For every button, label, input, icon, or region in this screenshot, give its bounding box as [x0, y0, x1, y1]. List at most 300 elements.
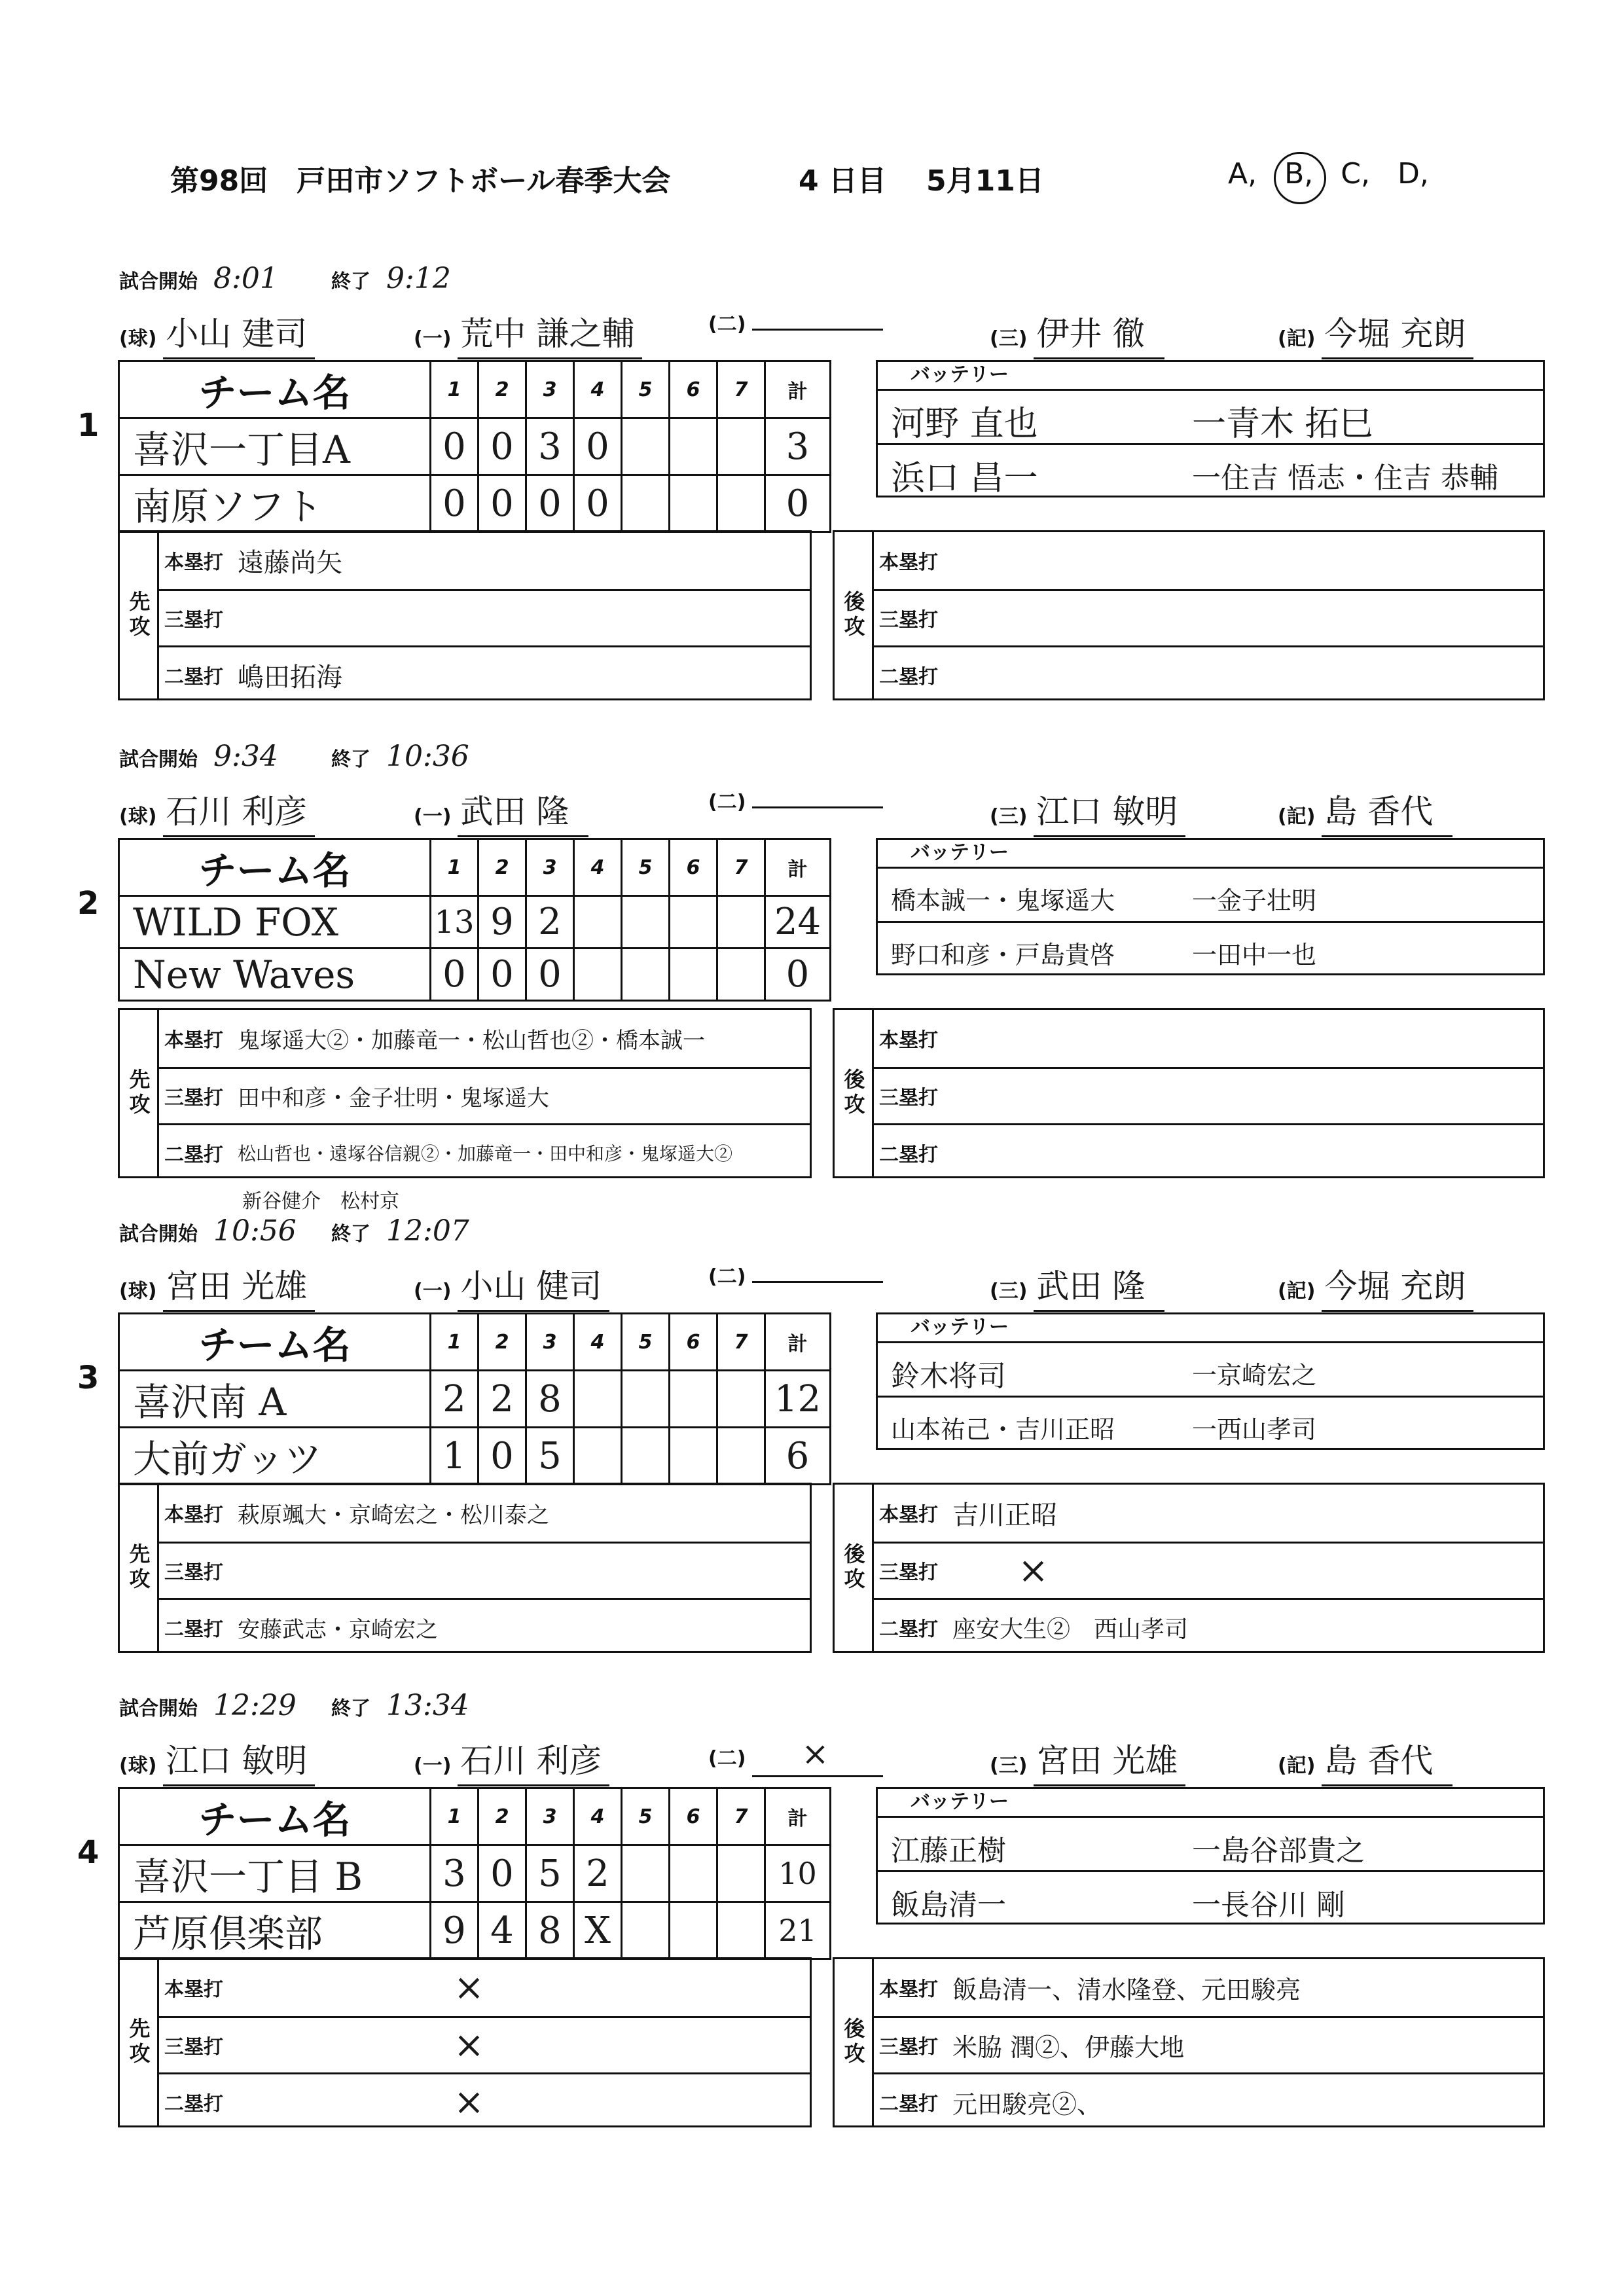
end-label: 終了	[331, 1697, 370, 1720]
plate-umpire	[119, 1260, 315, 1312]
double-cross-mark: ×	[454, 2080, 484, 2123]
plate-umpire	[119, 1735, 315, 1786]
pitcher-name: 江藤正樹	[891, 1834, 1006, 1868]
hr-value: 鬼塚遥大②・加藤竜一・松山哲也②・橋本誠一	[238, 1027, 705, 1054]
double-value: 松山哲也・遠塚谷信親②・加藤竜一・田中和彦・鬼塚遥大②	[238, 1143, 733, 1165]
triple-label: 三塁打	[164, 1087, 223, 1110]
inning-3-header: 3	[526, 361, 574, 418]
battery-row-top	[878, 869, 1543, 921]
battery-box	[876, 1787, 1545, 1925]
umpire-line	[119, 1260, 1553, 1306]
team-name: 喜沢一丁目 B	[119, 1845, 431, 1902]
hr-label: 本塁打	[164, 1029, 223, 1053]
second-umpire-name	[752, 804, 883, 808]
inning-3-header: 3	[526, 839, 574, 896]
category-c: C,	[1341, 157, 1370, 190]
inning-score: 2	[526, 896, 574, 949]
game-2	[77, 740, 1551, 1213]
inning-score: 0	[478, 475, 526, 532]
triple-label: 三塁打	[164, 2036, 223, 2059]
inning-score: 0	[431, 475, 478, 532]
end-time: 9:12	[386, 262, 451, 295]
first-umpire-name: 荒中 謙之輔	[458, 308, 642, 359]
triple-label: 三塁打	[164, 609, 223, 632]
team-name: 南原ソフト	[119, 475, 431, 532]
second-side-label: 後攻	[835, 532, 874, 698]
inning-4-header: 4	[574, 361, 622, 418]
end-label: 終了	[331, 270, 370, 293]
battery-box	[876, 360, 1545, 497]
double-label: 二塁打	[879, 666, 938, 689]
battery-row-bottom	[878, 1396, 1543, 1448]
plate-umpire-label: (球)	[119, 1280, 157, 1303]
triple-label: 三塁打	[879, 609, 938, 632]
battery-row-top	[878, 1343, 1543, 1396]
plate-umpire-name: 江口 敏明	[163, 1735, 315, 1786]
battery-row-bottom	[878, 921, 1543, 973]
inning-score: 0	[478, 1845, 526, 1902]
triple-label: 三塁打	[879, 2036, 938, 2059]
start-label: 試合開始	[119, 748, 198, 771]
first-side-label: 先攻	[120, 532, 159, 698]
battery-box	[876, 838, 1545, 975]
team-name: 喜沢一丁目A	[119, 418, 431, 475]
third-umpire-label: (三)	[990, 1754, 1028, 1777]
inning-score: 8	[526, 1371, 574, 1428]
inning-1-header: 1	[431, 361, 478, 418]
inning-score	[670, 1902, 717, 1959]
triple-cross-mark: ×	[454, 2023, 484, 2067]
first-team-hits	[118, 1008, 812, 1178]
second-side-label: 後攻	[835, 1010, 874, 1176]
team-name: 大前ガッツ	[119, 1428, 431, 1485]
umpire-line	[119, 1735, 1553, 1780]
start-time: 9:34	[213, 740, 278, 773]
second-base-umpire	[708, 1260, 883, 1289]
inning-score: 1	[431, 1428, 478, 1485]
game-number: 1	[77, 407, 99, 444]
recorder-label: (記)	[1278, 805, 1316, 828]
inning-score: 5	[526, 1428, 574, 1485]
total-score: 0	[765, 475, 831, 532]
end-label: 終了	[331, 1223, 370, 1246]
battery-row-top	[878, 391, 1543, 443]
end-time: 10:36	[386, 740, 469, 773]
hr-value: 吉川正昭	[952, 1500, 1057, 1530]
pitcher-name: 飯島清一	[891, 1888, 1006, 1922]
inning-score	[622, 1428, 670, 1485]
first-umpire-label: (一)	[414, 327, 452, 350]
triple-cross-mark: ×	[1018, 1549, 1049, 1592]
catcher-name: 一京崎宏之	[1192, 1361, 1317, 1390]
umpire-line	[119, 308, 1553, 353]
hr-label: 本塁打	[879, 551, 938, 575]
plate-umpire-label: (球)	[119, 327, 157, 350]
inning-score	[717, 475, 765, 532]
catcher-name: 一青木 拓巳	[1192, 405, 1373, 444]
inning-score: X	[574, 1902, 622, 1959]
team-row-bottom	[119, 475, 831, 532]
hr-value: 遠藤尚矢	[238, 547, 342, 578]
second-side-label: 後攻	[835, 1959, 874, 2125]
inning-score: 0	[526, 949, 574, 1001]
hr-label: 本塁打	[164, 551, 223, 575]
second-team-hits	[833, 1483, 1545, 1653]
team-row-top	[119, 1845, 831, 1902]
recorder-name: 今堀 充朗	[1322, 1260, 1473, 1312]
battery-box	[876, 1312, 1545, 1450]
team-name-header: チーム名	[119, 361, 431, 418]
triple-label: 三塁打	[164, 1561, 223, 1585]
inning-6-header: 6	[670, 839, 717, 896]
team-row-top	[119, 896, 831, 949]
second-team-hits	[833, 1008, 1545, 1178]
third-base-umpire	[990, 1260, 1164, 1312]
first-side-label: 先攻	[120, 1010, 159, 1176]
double-label: 二塁打	[164, 2093, 223, 2116]
first-base-umpire	[414, 1260, 609, 1312]
second-base-umpire	[708, 308, 883, 336]
plate-umpire	[119, 786, 315, 837]
first-umpire-name: 石川 利彦	[458, 1735, 609, 1786]
start-time: 8:01	[213, 262, 278, 295]
catcher-name: 一金子壮明	[1192, 886, 1317, 915]
inning-2-header: 2	[478, 1788, 526, 1845]
double-label: 二塁打	[879, 2093, 938, 2116]
inning-score	[622, 475, 670, 532]
plate-umpire	[119, 308, 315, 359]
recorder-label: (記)	[1278, 1754, 1316, 1777]
inning-7-header: 7	[717, 1314, 765, 1371]
inning-5-header: 5	[622, 1788, 670, 1845]
first-umpire-label: (一)	[414, 805, 452, 828]
category-a: A,	[1228, 157, 1257, 190]
inning-4-header: 4	[574, 839, 622, 896]
third-umpire-label: (三)	[990, 805, 1028, 828]
hr-label: 本塁打	[879, 1978, 938, 2002]
second-team-hits	[833, 1957, 1545, 2127]
total-score: 10	[765, 1845, 831, 1902]
inning-5-header: 5	[622, 839, 670, 896]
team-name: 喜沢南 A	[119, 1371, 431, 1428]
inning-score: 9	[478, 896, 526, 949]
total-header: 計	[765, 361, 831, 418]
pitcher-name: 河野 直也	[891, 405, 1038, 444]
inning-score: 3	[526, 418, 574, 475]
end-time: 12:07	[386, 1214, 469, 1248]
first-side-label: 先攻	[120, 1485, 159, 1651]
game-1	[77, 262, 1551, 733]
inning-1-header: 1	[431, 1314, 478, 1371]
inning-score	[574, 1371, 622, 1428]
double-label: 二塁打	[879, 1144, 938, 1167]
team-name: New Waves	[119, 949, 431, 1001]
pitcher-name: 浜口 昌一	[891, 459, 1038, 498]
inning-1-header: 1	[431, 1788, 478, 1845]
umpire-line	[119, 786, 1553, 831]
hr-label: 本塁打	[879, 1029, 938, 1053]
inning-5-header: 5	[622, 1314, 670, 1371]
catcher-name: 一長谷川 剛	[1192, 1888, 1345, 1922]
category-b-circled: B,	[1280, 157, 1317, 190]
inning-score	[670, 418, 717, 475]
catcher-name: 一島谷部貴之	[1192, 1834, 1365, 1868]
battery-row-bottom	[878, 443, 1543, 496]
total-header: 計	[765, 1314, 831, 1371]
inning-score: 3	[431, 1845, 478, 1902]
team-name: 芦原倶楽部	[119, 1902, 431, 1959]
inning-score: 8	[526, 1902, 574, 1959]
first-side-label: 先攻	[120, 1959, 159, 2125]
inning-score: 0	[574, 475, 622, 532]
team-name-header: チーム名	[119, 1314, 431, 1371]
category-list	[1224, 157, 1433, 190]
inning-score: 0	[431, 949, 478, 1001]
inning-5-header: 5	[622, 361, 670, 418]
plate-umpire-label: (球)	[119, 805, 157, 828]
start-label: 試合開始	[119, 270, 198, 293]
game-4	[77, 1689, 1551, 2160]
inning-score: 0	[478, 949, 526, 1001]
plate-umpire-name: 宮田 光雄	[163, 1260, 315, 1312]
inning-score	[622, 1845, 670, 1902]
recorder-name: 島 香代	[1322, 1735, 1453, 1786]
tournament-title: 第98回 戸田市ソフトボール春季大会	[170, 164, 671, 198]
recorder-name: 島 香代	[1322, 786, 1453, 837]
recorder	[1278, 1735, 1453, 1786]
total-score: 3	[765, 418, 831, 475]
battery-header: バッテリー	[878, 1314, 1543, 1343]
total-score: 21	[765, 1902, 831, 1959]
hr-label: 本塁打	[164, 1504, 223, 1527]
first-umpire-label: (一)	[414, 1754, 452, 1777]
inning-score: 9	[431, 1902, 478, 1959]
recorder	[1278, 308, 1473, 359]
start-label: 試合開始	[119, 1697, 198, 1720]
recorder	[1278, 1260, 1473, 1312]
second-umpire-label: (二)	[708, 313, 746, 336]
third-umpire-name: 江口 敏明	[1034, 786, 1185, 837]
inning-score	[717, 949, 765, 1001]
inning-score	[622, 949, 670, 1001]
team-name-header: チーム名	[119, 839, 431, 896]
inning-score	[717, 418, 765, 475]
second-umpire-label: (二)	[708, 791, 746, 814]
inning-4-header: 4	[574, 1788, 622, 1845]
inning-score: 0	[478, 1428, 526, 1485]
end-time: 13:34	[386, 1689, 469, 1722]
total-header: 計	[765, 839, 831, 896]
game-time-line	[119, 740, 504, 779]
start-label: 試合開始	[119, 1223, 198, 1246]
battery-header: バッテリー	[878, 840, 1543, 869]
double-value: 元田駿亮②、	[952, 2089, 1102, 2119]
double-label: 二塁打	[164, 1144, 223, 1167]
inning-score	[670, 1428, 717, 1485]
battery-row-bottom	[878, 1870, 1543, 1923]
start-time: 12:29	[213, 1689, 297, 1722]
third-base-umpire	[990, 308, 1164, 359]
inning-score	[574, 896, 622, 949]
second-base-umpire	[708, 1735, 883, 1777]
inning-6-header: 6	[670, 1314, 717, 1371]
inning-6-header: 6	[670, 361, 717, 418]
hr-value: 飯島清一、清水隆登、元田駿亮	[952, 1975, 1301, 2004]
inning-2-header: 2	[478, 361, 526, 418]
third-umpire-name: 武田 隆	[1034, 1260, 1164, 1312]
first-team-hits	[118, 1483, 812, 1653]
inning-score: 4	[478, 1902, 526, 1959]
inning-score	[622, 418, 670, 475]
hr-label: 本塁打	[164, 1978, 223, 2002]
plate-umpire-name: 小山 建司	[163, 308, 315, 359]
inning-score: 0	[574, 418, 622, 475]
category-d: D,	[1397, 157, 1429, 190]
game-number: 4	[77, 1834, 99, 1871]
game-time-line	[119, 1689, 504, 1728]
inning-7-header: 7	[717, 839, 765, 896]
hr-cross-mark: ×	[454, 1966, 484, 2009]
catcher-name: 一住吉 悟志・住吉 恭輔	[1192, 461, 1498, 495]
inning-2-header: 2	[478, 1314, 526, 1371]
inning-score: 2	[478, 1371, 526, 1428]
double-label: 二塁打	[164, 666, 223, 689]
total-header: 計	[765, 1788, 831, 1845]
plate-umpire-name: 石川 利彦	[163, 786, 315, 837]
double-label: 二塁打	[164, 1618, 223, 1642]
battery-row-top	[878, 1818, 1543, 1870]
inning-score	[717, 896, 765, 949]
team-name-header: チーム名	[119, 1788, 431, 1845]
triple-value: 田中和彦・金子壮明・鬼塚遥大	[238, 1085, 549, 1111]
inning-score	[670, 949, 717, 1001]
scoreboard	[118, 360, 831, 533]
inning-score	[717, 1845, 765, 1902]
second-umpire-label: (二)	[708, 1747, 746, 1770]
recorder-label: (記)	[1278, 1280, 1316, 1303]
inning-score	[717, 1902, 765, 1959]
third-umpire-label: (三)	[990, 1280, 1028, 1303]
game-number: 3	[77, 1360, 99, 1396]
inning-score	[717, 1428, 765, 1485]
recorder-name: 今堀 充朗	[1322, 308, 1473, 359]
total-score: 12	[765, 1371, 831, 1428]
first-base-umpire	[414, 786, 588, 837]
tournament-date: 5月11日	[926, 164, 1044, 198]
second-umpire-cross-mark: ×	[752, 1735, 883, 1777]
double-value: 座安大生② 西山孝司	[952, 1616, 1189, 1643]
third-umpire-label: (三)	[990, 327, 1028, 350]
pitcher-name: 橋本誠一・鬼塚遥大	[891, 886, 1115, 915]
team-row-bottom	[119, 949, 831, 1001]
inning-score	[670, 896, 717, 949]
team-row-bottom	[119, 1428, 831, 1485]
inning-3-header: 3	[526, 1788, 574, 1845]
pitcher-name: 野口和彦・戸島貴啓	[891, 941, 1115, 969]
scoreboard	[118, 1312, 831, 1485]
recorder-label: (記)	[1278, 327, 1316, 350]
team-row-top	[119, 1371, 831, 1428]
triple-label: 三塁打	[879, 1561, 938, 1585]
second-base-umpire	[708, 786, 883, 814]
inning-1-header: 1	[431, 839, 478, 896]
inning-score	[622, 1902, 670, 1959]
first-umpire-label: (一)	[414, 1280, 452, 1303]
catcher-name: 一西山孝司	[1192, 1415, 1317, 1444]
inning-score	[622, 896, 670, 949]
inning-2-header: 2	[478, 839, 526, 896]
second-umpire-name	[752, 1278, 883, 1283]
inning-4-header: 4	[574, 1314, 622, 1371]
hr-value: 萩原颯大・京崎宏之・松川泰之	[238, 1502, 549, 1528]
inning-score: 0	[478, 418, 526, 475]
inning-7-header: 7	[717, 361, 765, 418]
inning-score: 13	[431, 896, 478, 949]
first-base-umpire	[414, 308, 642, 359]
inning-score: 5	[526, 1845, 574, 1902]
catcher-name: 一田中一也	[1192, 941, 1317, 969]
inning-score: 2	[431, 1371, 478, 1428]
end-label: 終了	[331, 748, 370, 771]
inning-score	[622, 1371, 670, 1428]
first-base-umpire	[414, 1735, 609, 1786]
third-umpire-name: 宮田 光雄	[1034, 1735, 1185, 1786]
scoreboard	[118, 838, 831, 1002]
game-number: 2	[77, 885, 99, 922]
game-3	[77, 1214, 1551, 1686]
battery-header: バッテリー	[878, 362, 1543, 391]
inning-score	[574, 949, 622, 1001]
team-name: WILD FOX	[119, 896, 431, 949]
plate-umpire-label: (球)	[119, 1754, 157, 1777]
second-team-hits	[833, 530, 1545, 700]
inning-score	[574, 1428, 622, 1485]
inning-3-header: 3	[526, 1314, 574, 1371]
second-side-label: 後攻	[835, 1485, 874, 1651]
second-umpire-name	[752, 326, 883, 331]
third-umpire-name: 伊井 徹	[1034, 308, 1164, 359]
triple-label: 三塁打	[879, 1087, 938, 1110]
battery-header: バッテリー	[878, 1789, 1543, 1818]
third-base-umpire	[990, 1735, 1185, 1786]
start-time: 10:56	[213, 1214, 297, 1248]
first-umpire-name: 小山 健司	[458, 1260, 609, 1312]
inning-score	[670, 475, 717, 532]
first-umpire-name: 武田 隆	[458, 786, 588, 837]
inning-score: 0	[526, 475, 574, 532]
tournament-day: 4 日目	[799, 164, 886, 198]
team-row-top	[119, 418, 831, 475]
double-label: 二塁打	[879, 1618, 938, 1642]
inning-7-header: 7	[717, 1788, 765, 1845]
inning-score: 0	[431, 418, 478, 475]
recorder	[1278, 786, 1453, 837]
scoreboard	[118, 1787, 831, 1960]
team-row-bottom	[119, 1902, 831, 1959]
inning-6-header: 6	[670, 1788, 717, 1845]
third-base-umpire	[990, 786, 1185, 837]
first-team-hits	[118, 1957, 812, 2127]
inning-score	[717, 1371, 765, 1428]
triple-value: 米脇 潤②、伊藤大地	[952, 2033, 1185, 2062]
pitcher-name: 鈴木将司	[891, 1360, 1006, 1393]
game-time-line	[119, 1214, 504, 1254]
double-value: 嶋田拓海	[238, 662, 342, 693]
double-value-continued: 新谷健介 松村京	[242, 1190, 399, 1213]
total-score: 6	[765, 1428, 831, 1485]
second-umpire-label: (二)	[708, 1265, 746, 1288]
total-score: 0	[765, 949, 831, 1001]
